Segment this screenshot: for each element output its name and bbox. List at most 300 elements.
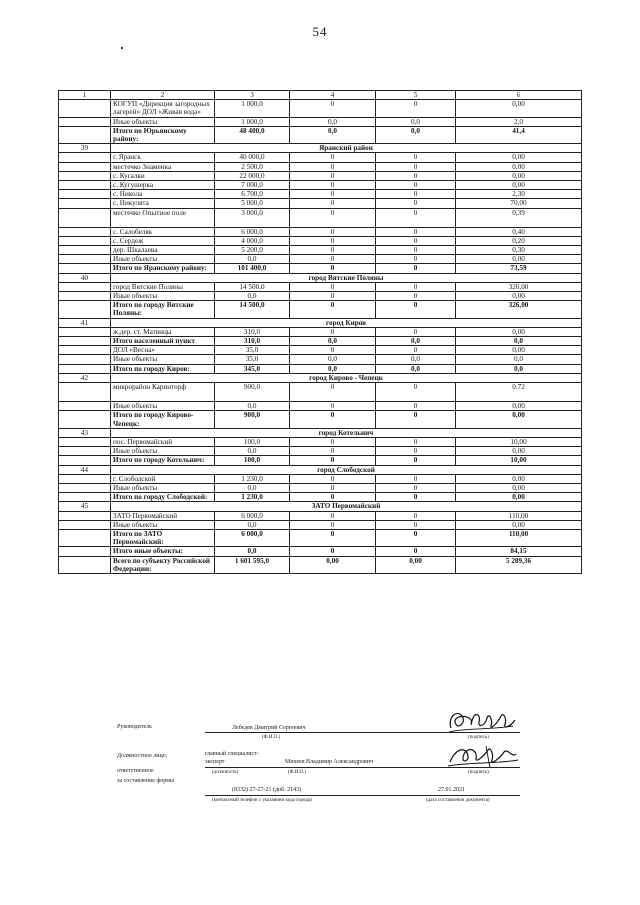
row-index <box>59 126 111 143</box>
row-col-5: 0 <box>376 447 456 456</box>
row-col-5: 0 <box>376 153 456 162</box>
row-col-3: 310,0 <box>215 327 290 336</box>
row-col-3: 1 230,0 <box>215 493 290 502</box>
table-row <box>59 402 582 411</box>
row-col-3: 0,0 <box>215 520 290 529</box>
row-name: город Вятские Поляны <box>111 282 215 291</box>
region-index: 41 <box>59 318 111 327</box>
row-name: Итого по городу Котельнич: <box>111 456 215 465</box>
header-col-5: 5 <box>376 91 456 100</box>
row-col-4: 0 <box>290 181 376 190</box>
head-label: Руководитель <box>117 724 152 730</box>
row-col-4: 0 <box>290 171 376 180</box>
row-col-6: 10,00 <box>456 456 582 465</box>
subtotal-row <box>59 411 582 428</box>
head-sign-caption: (подпись) <box>468 735 489 740</box>
row-col-3: 22 000,0 <box>215 171 290 180</box>
table-row <box>59 327 582 336</box>
row-col-5: 0 <box>376 483 456 492</box>
table-row <box>59 153 582 162</box>
row-col-3: 7 000,0 <box>215 181 290 190</box>
row-col-5: 0 <box>376 520 456 529</box>
row-col-4: 0 <box>290 264 376 273</box>
row-col-3: 6 000,0 <box>215 227 290 236</box>
row-name: с. Сердеж <box>111 236 215 245</box>
region-index: 43 <box>59 428 111 437</box>
row-index <box>59 520 111 529</box>
row-col-3: 0,0 <box>215 292 290 301</box>
page-number: 54 <box>312 24 328 39</box>
region-header-row <box>59 318 582 327</box>
row-col-5: 0 <box>376 511 456 520</box>
row-name: Всего по субъекту Российской Федерации: <box>111 556 215 573</box>
row-col-5: 0 <box>376 411 456 428</box>
row-name: Иные объекты <box>111 292 215 301</box>
subtotal-row <box>59 493 582 502</box>
scan-speck <box>121 47 123 49</box>
row-name: ДОЛ «Весна» <box>111 346 215 355</box>
official-position-line2: эксперт <box>205 759 225 765</box>
row-index <box>59 282 111 291</box>
row-col-6: 0,00 <box>456 411 582 428</box>
row-name: Иные объекты <box>111 402 215 411</box>
row-col-4: 0 <box>290 402 376 411</box>
row-index <box>59 227 111 236</box>
row-col-4: 0 <box>290 208 376 227</box>
row-col-5: 0 <box>376 292 456 301</box>
table-row <box>59 208 582 227</box>
subtotal-row <box>59 556 582 573</box>
row-col-6: 2,30 <box>456 190 582 199</box>
row-name: пос. Первомайский <box>111 437 215 446</box>
phone-line <box>205 795 520 796</box>
row-col-3: 310,0 <box>215 337 290 346</box>
row-col-5: 0 <box>376 246 456 255</box>
row-col-5: 0,0 <box>376 117 456 126</box>
row-name: местечко Опытное поле <box>111 208 215 227</box>
row-index <box>59 355 111 364</box>
row-name: Иные объекты <box>111 447 215 456</box>
row-col-6: 0,0 <box>456 337 582 346</box>
row-col-5: 0,0 <box>376 126 456 143</box>
row-col-3: 6 700,0 <box>215 190 290 199</box>
row-col-5: 0,00 <box>376 556 456 573</box>
region-header-row <box>59 502 582 511</box>
header-col-2: 2 <box>111 91 215 100</box>
table-row <box>59 355 582 364</box>
row-index <box>59 364 111 373</box>
row-col-3: 0,0 <box>215 483 290 492</box>
row-col-4: 0,0 <box>290 126 376 143</box>
row-name: Итого по городу Слободской: <box>111 493 215 502</box>
row-col-4: 0,0 <box>290 364 376 373</box>
row-col-4: 0 <box>290 255 376 264</box>
row-col-6: 2,0 <box>456 117 582 126</box>
row-index <box>59 171 111 180</box>
row-col-6: 0,20 <box>456 236 582 245</box>
official-signature-image <box>446 742 520 772</box>
row-index <box>59 447 111 456</box>
row-index <box>59 255 111 264</box>
row-name: с. Кугалки <box>111 171 215 180</box>
subtotal-row <box>59 456 582 465</box>
report-table-body <box>59 91 582 574</box>
row-col-5: 0 <box>376 264 456 273</box>
header-col-3: 3 <box>215 91 290 100</box>
row-col-6: 0,00 <box>456 100 582 117</box>
table-row <box>59 511 582 520</box>
row-col-3: 4 000,0 <box>215 236 290 245</box>
region-title: Яранский район <box>111 144 582 153</box>
row-col-5: 0 <box>376 171 456 180</box>
row-name: Иные объекты <box>111 483 215 492</box>
row-name: дер. Шкалаева <box>111 246 215 255</box>
header-row <box>59 91 582 100</box>
row-index <box>59 529 111 546</box>
row-name: местечко Знаменка <box>111 162 215 171</box>
region-header-row <box>59 428 582 437</box>
row-col-6: 0,00 <box>456 474 582 483</box>
table-row <box>59 520 582 529</box>
row-col-4: 0 <box>290 383 376 402</box>
row-index <box>59 327 111 336</box>
row-col-6: 0,00 <box>456 162 582 171</box>
row-col-3: 35,0 <box>215 355 290 364</box>
row-col-3: 900,0 <box>215 383 290 402</box>
row-col-4: 0 <box>290 456 376 465</box>
row-col-3: 14 500,0 <box>215 282 290 291</box>
row-col-5: 0 <box>376 437 456 446</box>
row-col-3: 0,0 <box>215 402 290 411</box>
row-col-5: 0 <box>376 327 456 336</box>
header-col-6: 6 <box>456 91 582 100</box>
table-row <box>59 474 582 483</box>
row-col-6: 0,00 <box>456 292 582 301</box>
row-col-6: 0,00 <box>456 493 582 502</box>
row-col-5: 0 <box>376 227 456 236</box>
official-label-3: за составление формы <box>117 778 174 784</box>
table-row <box>59 483 582 492</box>
table-row <box>59 447 582 456</box>
row-col-3: 345,0 <box>215 364 290 373</box>
subtotal-row <box>59 337 582 346</box>
row-index <box>59 292 111 301</box>
row-col-5: 0 <box>376 162 456 171</box>
row-name: Итого по городу Кирово-Чепецк: <box>111 411 215 428</box>
row-index <box>59 208 111 227</box>
row-name: Иные объекты <box>111 255 215 264</box>
row-index <box>59 301 111 318</box>
row-col-5: 0,0 <box>376 337 456 346</box>
row-index <box>59 547 111 556</box>
subtotal-row <box>59 301 582 318</box>
row-name: КОГУП «Дирекция загородных лагерей» ДОЛ «Живая вода» <box>111 100 215 117</box>
head-fio-caption: (Ф.И.О.) <box>262 735 281 740</box>
row-index <box>59 181 111 190</box>
table-row <box>59 437 582 446</box>
region-index: 44 <box>59 465 111 474</box>
row-index <box>59 437 111 446</box>
table-row <box>59 236 582 245</box>
official-position-line1: главный специалист- <box>205 751 259 757</box>
table-row <box>59 171 582 180</box>
subtotal-row <box>59 529 582 546</box>
row-col-4: 0 <box>290 483 376 492</box>
row-name: с. Салобеляк <box>111 227 215 236</box>
row-name: с. Кугушерка <box>111 181 215 190</box>
row-col-4: 0 <box>290 437 376 446</box>
row-col-3: 6 000,0 <box>215 529 290 546</box>
row-col-5: 0 <box>376 181 456 190</box>
row-col-3: 2 500,0 <box>215 162 290 171</box>
row-col-3: 5 200,0 <box>215 246 290 255</box>
row-name: ЗАТО Первомайский <box>111 511 215 520</box>
row-name: Итого по ЗАТО Первомайский: <box>111 529 215 546</box>
row-col-4: 0 <box>290 227 376 236</box>
row-col-3: 35,0 <box>215 346 290 355</box>
row-name: Итого иные объекты: <box>111 547 215 556</box>
row-col-6: 0,39 <box>456 208 582 227</box>
region-title: город Киров <box>111 318 582 327</box>
report-table <box>58 90 582 574</box>
row-col-3: 0,0 <box>215 255 290 264</box>
row-col-4: 0 <box>290 346 376 355</box>
row-col-3: 900,0 <box>215 411 290 428</box>
row-col-3: 0,0 <box>215 547 290 556</box>
row-col-6: 110,00 <box>456 511 582 520</box>
row-name: микрорайон Каринторф <box>111 383 215 402</box>
subtotal-row <box>59 264 582 273</box>
row-name: Итого по городу Вятские Поляны: <box>111 301 215 318</box>
row-col-4: 0 <box>290 411 376 428</box>
subtotal-row <box>59 547 582 556</box>
row-col-3: 48 400,0 <box>215 126 290 143</box>
row-index <box>59 474 111 483</box>
row-col-4: 0 <box>290 292 376 301</box>
row-col-5: 0 <box>376 255 456 264</box>
row-name: г. Яранск <box>111 153 215 162</box>
official-name: Михеев Владимир Александрович <box>285 759 373 765</box>
row-index <box>59 511 111 520</box>
row-name: ж.дер. ст. Матвицы <box>111 327 215 336</box>
table-row <box>59 255 582 264</box>
official-label-2: ответственное <box>117 768 154 774</box>
official-label-1: Должностное лицо, <box>117 753 168 759</box>
row-col-3: 3 000,0 <box>215 208 290 227</box>
row-col-6: 0,00 <box>456 402 582 411</box>
row-col-3: 100,0 <box>215 456 290 465</box>
row-col-3: 1 230,0 <box>215 474 290 483</box>
row-col-4: 0 <box>290 447 376 456</box>
row-index <box>59 117 111 126</box>
table-row <box>59 346 582 355</box>
row-col-6: 0,00 <box>456 327 582 336</box>
table-row <box>59 117 582 126</box>
region-index: 39 <box>59 144 111 153</box>
document-date: 27.01.2021 <box>438 787 465 793</box>
region-header-row <box>59 373 582 382</box>
row-col-5: 0 <box>376 301 456 318</box>
row-col-3: 14 500,0 <box>215 301 290 318</box>
phone: (8332) 27-27-21 (доб. 2143) <box>232 787 302 793</box>
row-index <box>59 383 111 402</box>
row-col-5: 0 <box>376 236 456 245</box>
table-row <box>59 383 582 402</box>
row-index <box>59 153 111 162</box>
row-col-3: 1 000,0 <box>215 100 290 117</box>
row-name: Итого по Яранскому району: <box>111 264 215 273</box>
row-col-4: 0,0 <box>290 337 376 346</box>
row-index <box>59 190 111 199</box>
row-col-4: 0 <box>290 199 376 208</box>
row-col-6: 0,0 <box>456 355 582 364</box>
row-col-3: 101 400,0 <box>215 264 290 273</box>
row-name: Итого по городу Киров: <box>111 364 215 373</box>
row-col-6: 0,0 <box>456 364 582 373</box>
row-name: Итого по Юрьянскому району: <box>111 126 215 143</box>
row-col-6: 10,00 <box>456 437 582 446</box>
official-fio-caption: (Ф.И.О.) <box>288 770 307 775</box>
row-index <box>59 411 111 428</box>
subtotal-row <box>59 364 582 373</box>
region-index: 40 <box>59 273 111 282</box>
subtotal-row <box>59 126 582 143</box>
region-title: город Вятские Поляны <box>111 273 582 282</box>
row-col-4: 0 <box>290 493 376 502</box>
table-row <box>59 246 582 255</box>
row-index <box>59 337 111 346</box>
region-title: ЗАТО Первомайский <box>111 502 582 511</box>
row-col-3: 0,0 <box>215 447 290 456</box>
table-row <box>59 282 582 291</box>
row-col-3: 5 000,0 <box>215 199 290 208</box>
row-col-4: 0 <box>290 301 376 318</box>
region-index: 42 <box>59 373 111 382</box>
row-name: г. Слободской <box>111 474 215 483</box>
row-index <box>59 402 111 411</box>
row-col-4: 0 <box>290 474 376 483</box>
table-row <box>59 190 582 199</box>
row-name: Иные объекты <box>111 355 215 364</box>
row-col-6: 326,00 <box>456 301 582 318</box>
row-col-6: 0.72 <box>456 383 582 402</box>
row-col-5: 0 <box>376 199 456 208</box>
date-caption: (дата составления документа) <box>426 798 490 803</box>
header-col-1: 1 <box>59 91 111 100</box>
row-col-6: 0,00 <box>456 447 582 456</box>
row-name: Итого населенный пункт <box>111 337 215 346</box>
region-index: 45 <box>59 502 111 511</box>
row-index <box>59 483 111 492</box>
row-name: с. Никулята <box>111 199 215 208</box>
row-col-6: 5 289,36 <box>456 556 582 573</box>
row-index <box>59 199 111 208</box>
phone-caption: (контактный телефон с указанием кода города) <box>212 798 312 803</box>
row-col-6: 0,00 <box>456 483 582 492</box>
row-col-5: 0 <box>376 402 456 411</box>
row-col-4: 0,00 <box>290 556 376 573</box>
row-col-6: 110,00 <box>456 529 582 546</box>
row-col-3: 40 000,0 <box>215 153 290 162</box>
row-index <box>59 236 111 245</box>
row-col-5: 0 <box>376 529 456 546</box>
row-col-4: 0 <box>290 327 376 336</box>
table-row <box>59 292 582 301</box>
row-index <box>59 456 111 465</box>
table-row <box>59 181 582 190</box>
row-col-4: 0 <box>290 236 376 245</box>
header-col-4: 4 <box>290 91 376 100</box>
row-col-6: 0,00 <box>456 181 582 190</box>
row-col-4: 0 <box>290 282 376 291</box>
region-title: город Котельнич <box>111 428 582 437</box>
row-col-6: 70,00 <box>456 199 582 208</box>
row-col-3: 1 601 595,0 <box>215 556 290 573</box>
row-col-6: 73,59 <box>456 264 582 273</box>
row-col-4: 0 <box>290 246 376 255</box>
row-index <box>59 493 111 502</box>
row-col-3: 6 000,0 <box>215 511 290 520</box>
row-col-6: 0,00 <box>456 153 582 162</box>
table-row <box>59 162 582 171</box>
row-col-6: 84,15 <box>456 547 582 556</box>
region-header-row <box>59 144 582 153</box>
row-col-4: 0 <box>290 529 376 546</box>
region-header-row <box>59 273 582 282</box>
row-col-4: 0 <box>290 520 376 529</box>
row-name: Иные объекты <box>111 117 215 126</box>
row-col-3: 1 000,0 <box>215 117 290 126</box>
row-col-4: 0 <box>290 162 376 171</box>
row-col-5: 0 <box>376 346 456 355</box>
row-col-6: 0,00 <box>456 520 582 529</box>
row-index <box>59 346 111 355</box>
table-row <box>59 227 582 236</box>
row-col-4: 0 <box>290 100 376 117</box>
table-row <box>59 100 582 117</box>
row-col-5: 0,0 <box>376 364 456 373</box>
row-col-5: 0 <box>376 493 456 502</box>
row-col-4: 0 <box>290 511 376 520</box>
row-col-6: 0,30 <box>456 246 582 255</box>
row-col-5: 0 <box>376 282 456 291</box>
row-index <box>59 100 111 117</box>
row-index <box>59 162 111 171</box>
row-col-4: 0 <box>290 153 376 162</box>
row-name: Иные объекты <box>111 520 215 529</box>
row-col-5: 0 <box>376 100 456 117</box>
row-index <box>59 556 111 573</box>
row-col-5: 0 <box>376 208 456 227</box>
head-name: Лебедев Дмитрий Сергеевич <box>232 725 306 731</box>
row-col-6: 0,00 <box>456 346 582 355</box>
official-sign-caption: (подпись) <box>468 770 489 775</box>
row-name: с. Никола <box>111 190 215 199</box>
row-col-4: 0 <box>290 547 376 556</box>
head-signature-image <box>445 706 517 738</box>
row-index <box>59 246 111 255</box>
row-col-5: 0 <box>376 190 456 199</box>
row-col-6: 0,00 <box>456 255 582 264</box>
row-col-3: 100,0 <box>215 437 290 446</box>
row-index <box>59 264 111 273</box>
row-col-5: 0,0 <box>376 355 456 364</box>
row-col-5: 0 <box>376 547 456 556</box>
row-col-4: 0 <box>290 190 376 199</box>
row-col-4: 0,0 <box>290 117 376 126</box>
row-col-5: 0 <box>376 474 456 483</box>
row-col-4: 0,0 <box>290 355 376 364</box>
